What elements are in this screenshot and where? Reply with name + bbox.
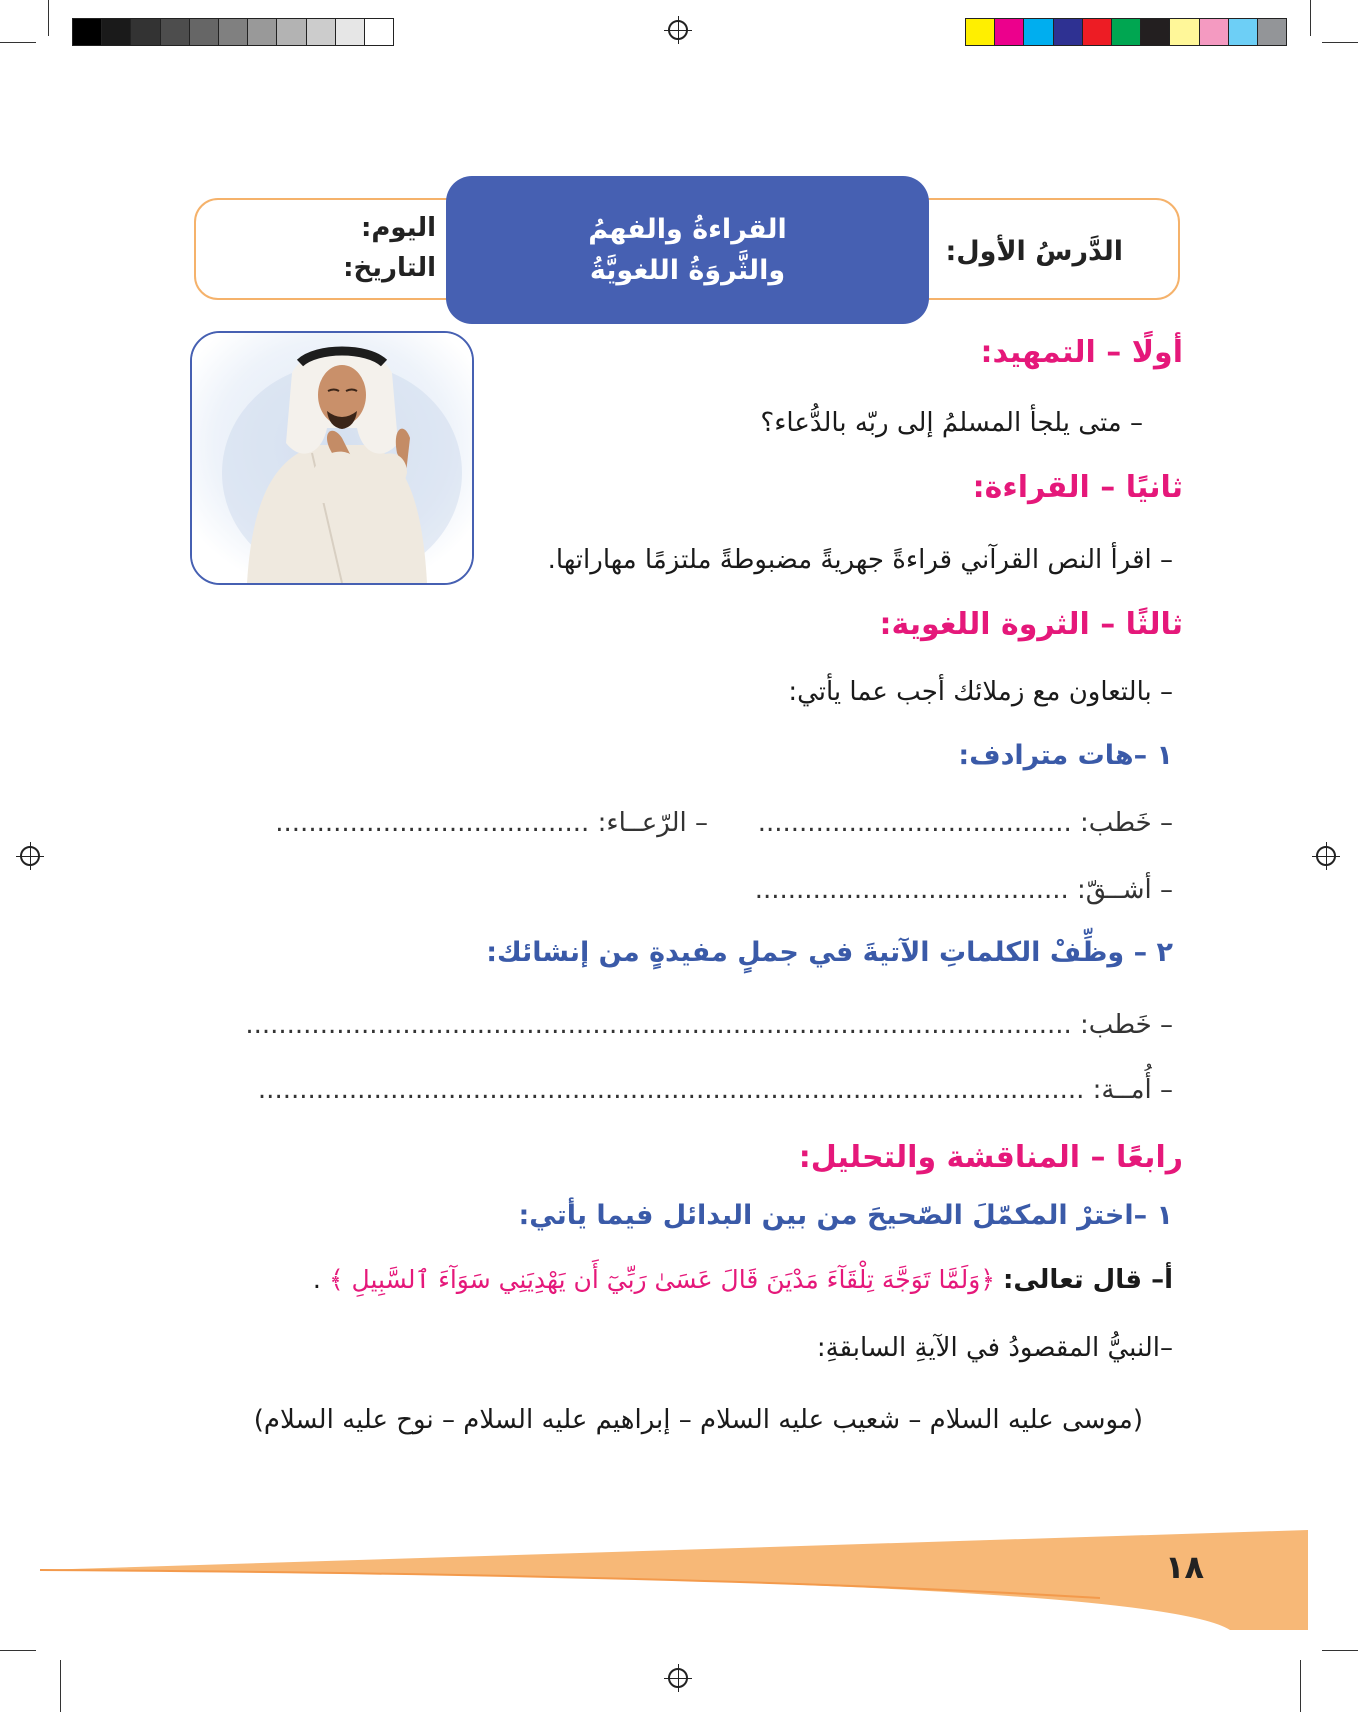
synonyms-question: ١ –هات مترادف: [958, 740, 1173, 771]
registration-mark-top [668, 20, 688, 40]
crop-mark [48, 0, 49, 36]
lesson-label: الدَّرسُ الأول: [945, 236, 1123, 267]
crop-mark [1322, 1650, 1358, 1651]
crop-mark [1322, 42, 1358, 43]
choose-question: ١ –اخترْ المكمّلَ الصّحيحَ من بين البدائل فيما يأتي: [518, 1200, 1173, 1231]
synonym-blank-3[interactable]: – أشــقّ: ...................................... [754, 875, 1173, 905]
crop-mark [1310, 0, 1311, 36]
crop-mark [1300, 1660, 1301, 1712]
lesson-title-tab [446, 176, 929, 324]
vocab-instruction: – بالتعاون مع زملائك أجب عما يأتي: [788, 677, 1173, 707]
discussion-heading: رابعًا – المناقشة والتحليل: [798, 1140, 1183, 1175]
crop-mark [0, 1650, 36, 1651]
grayscale-calibration-bar [72, 18, 394, 46]
crop-mark [60, 1660, 61, 1712]
reading-instruction: – اقرأ النص القرآني قراءةً جهريةً مضبوطةً ملتزمًا مهاراتها. [547, 545, 1173, 575]
vocab-heading: ثالثًا – الثروة اللغوية: [879, 607, 1183, 642]
sentence-blank-1[interactable]: – خَطب: .................................................................................................... [245, 1010, 1173, 1040]
verse-intro: أ– قال تعالى: [1002, 1265, 1173, 1295]
synonym-blank-1[interactable]: – خَطب: ...................................... [757, 808, 1173, 838]
verse-line [313, 1265, 1173, 1295]
date-label: التاريخ: [343, 253, 436, 283]
registration-mark-bottom [668, 1668, 688, 1688]
footer-decoration [0, 1510, 1358, 1630]
registration-mark-right [1316, 846, 1336, 866]
day-label: اليوم: [360, 213, 436, 243]
reading-heading: ثانيًا – القراءة: [972, 470, 1183, 505]
lesson-title-line2: والثَّروَةُ اللغويَّةُ [589, 255, 786, 286]
prophet-prompt: –النبيُّ المقصودُ في الآيةِ السابقةِ: [816, 1333, 1173, 1363]
quran-verse: ﴿وَلَمَّا تَوَجَّهَ تِلْقَآءَ مَدْيَنَ قَالَ عَسَىٰ رَبِّيٓ أَن يَهْدِيَنِي سَوَآءَ ٱلسَّبِيلِ ﴾ [328, 1265, 995, 1294]
lesson-title-line1: القراءةُ والفهمُ [588, 214, 787, 245]
sentences-question: ٢ – وظِّفْ الكلماتِ الآتيةَ في جملٍ مفيدةٍ من إنشائك: [486, 937, 1173, 968]
registration-mark-left [20, 846, 40, 866]
intro-heading: أولًا – التمهيد: [980, 335, 1183, 370]
page-number: ١٨ [1165, 1548, 1205, 1586]
verse-end: . [312, 1265, 321, 1295]
sentence-blank-2[interactable]: – أُمــة: .................................................................................................... [257, 1075, 1173, 1105]
synonym-blank-2[interactable]: – الرّعــاء: ...................................... [275, 808, 708, 838]
color-calibration-bar [965, 18, 1287, 46]
intro-question: – متى يلجأ المسلمُ إلى ربّه بالدُّعاء؟ [760, 408, 1143, 438]
crop-mark [0, 42, 36, 43]
praying-man-image [190, 331, 474, 585]
answer-choices[interactable]: (موسى عليه السلام – شعيب عليه السلام – إبراهيم عليه السلام – نوح عليه السلام) [253, 1405, 1143, 1435]
